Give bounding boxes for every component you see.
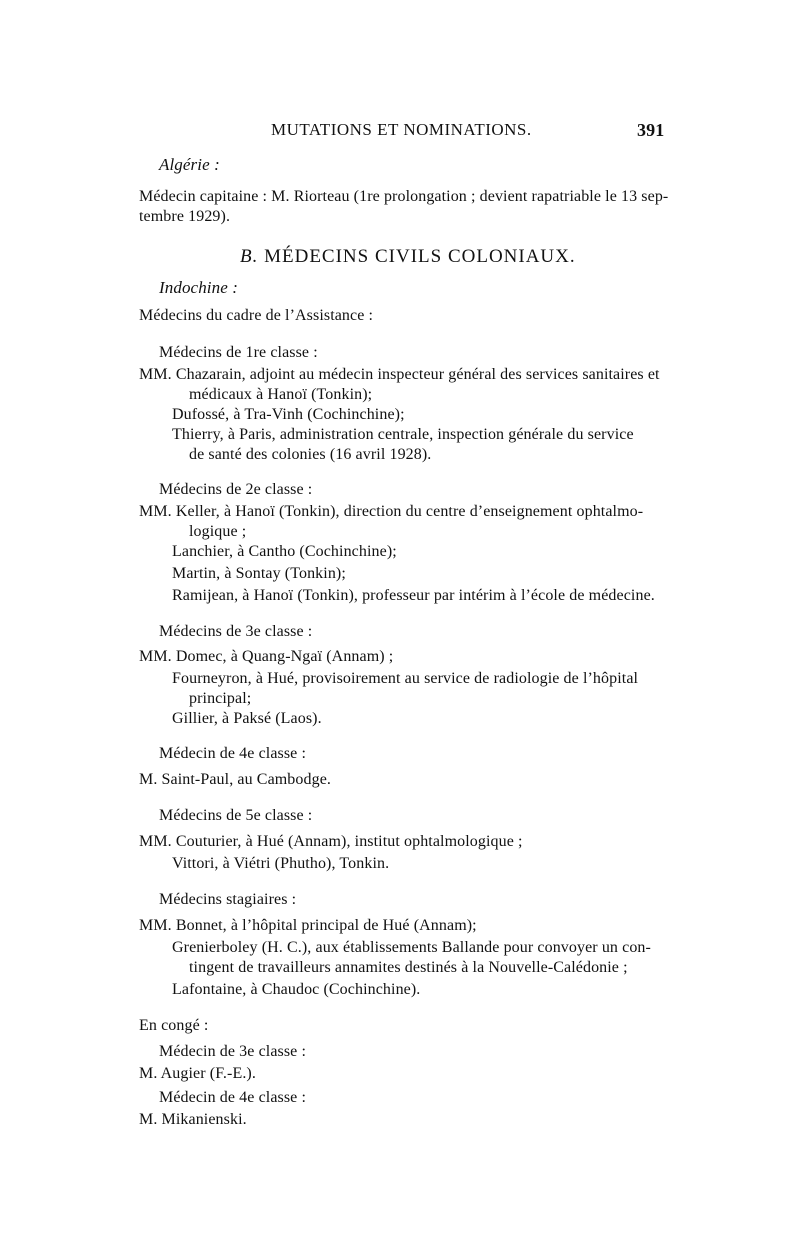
conge-subheading: Médecin de 3e classe : (159, 1043, 307, 1060)
classe1-line: MM. Chazarain, adjoint au médecin inspecteur général des services sanitaires et (139, 366, 660, 383)
stagiaires-heading: Médecins stagiaires : (159, 891, 297, 908)
stagiaires-line: Lafontaine, à Chaudoc (Cochinchine). (172, 981, 421, 998)
classe2-line: logique ; (189, 523, 247, 540)
classe1-heading: Médecins de 1re classe : (159, 344, 318, 361)
classe1-line: médicaux à Hanoï (Tonkin); (189, 386, 373, 403)
classe2-line: Lanchier, à Cantho (Cochinchine); (172, 543, 397, 560)
section-title (240, 247, 576, 267)
classe5-line: Vittori, à Viétri (Phutho), Tonkin. (172, 855, 390, 872)
classe5-heading: Médecins de 5e classe : (159, 807, 313, 824)
stagiaires-line: Grenierboley (H. C.), aux établissements Ballande pour convoyer un con- (172, 939, 651, 956)
classe3-line: Fourneyron, à Hué, provisoirement au service de radiologie de l’hôpital (172, 670, 639, 687)
conge-name: M. Mikanienski. (139, 1111, 247, 1128)
classe4-line: M. Saint-Paul, au Cambodge. (139, 771, 332, 788)
classe2-line: Ramijean, à Hanoï (Tonkin), professeur par intérim à l’école de médecine. (172, 587, 655, 604)
conge-name: M. Augier (F.-E.). (139, 1065, 256, 1082)
stagiaires-line: tingent de travailleurs annamites destinés à la Nouvelle-Calédonie ; (189, 959, 628, 976)
region-algerie: Algérie : (159, 155, 220, 174)
classe1-line: de santé des colonies (16 avril 1928). (189, 446, 432, 463)
conge-heading: En congé : (139, 1017, 209, 1034)
classe3-line: principal; (189, 690, 252, 707)
stagiaires-line: MM. Bonnet, à l’hôpital principal de Hué (Annam); (139, 917, 477, 934)
classe2-line: Martin, à Sontay (Tonkin); (172, 565, 346, 582)
algerie-line-2: tembre 1929). (139, 208, 231, 225)
classe3-line: MM. Domec, à Quang-Ngaï (Annam) ; (139, 648, 394, 665)
classe5-line: MM. Couturier, à Hué (Annam), institut ophtalmologique ; (139, 833, 523, 850)
classe2-line: MM. Keller, à Hanoï (Tonkin), direction du centre d’enseignement ophtalmo- (139, 503, 644, 520)
running-head: MUTATIONS ET NOMINATIONS. (271, 120, 532, 139)
cadre-heading: Médecins du cadre de l’Assistance : (139, 307, 374, 324)
classe1-line: Thierry, à Paris, administration centrale, inspection générale du service (172, 426, 634, 443)
classe1-line: Dufossé, à Tra-Vinh (Cochinchine); (172, 406, 405, 423)
classe3-line: Gillier, à Paksé (Laos). (172, 710, 322, 727)
classe3-heading: Médecins de 3e classe : (159, 623, 313, 640)
region-indochine: Indochine : (159, 278, 238, 297)
section-letter: B. (240, 246, 259, 267)
section-heading: MÉDECINS CIVILS COLONIAUX. (264, 246, 576, 267)
page-number: 391 (637, 120, 665, 140)
conge-subheading: Médecin de 4e classe : (159, 1089, 307, 1106)
classe2-heading: Médecins de 2e classe : (159, 481, 313, 498)
algerie-line-1: Médecin capitaine : M. Riorteau (1re prolongation ; devient rapatriable le 13 sep- (139, 188, 669, 205)
classe4-heading: Médecin de 4e classe : (159, 745, 307, 762)
